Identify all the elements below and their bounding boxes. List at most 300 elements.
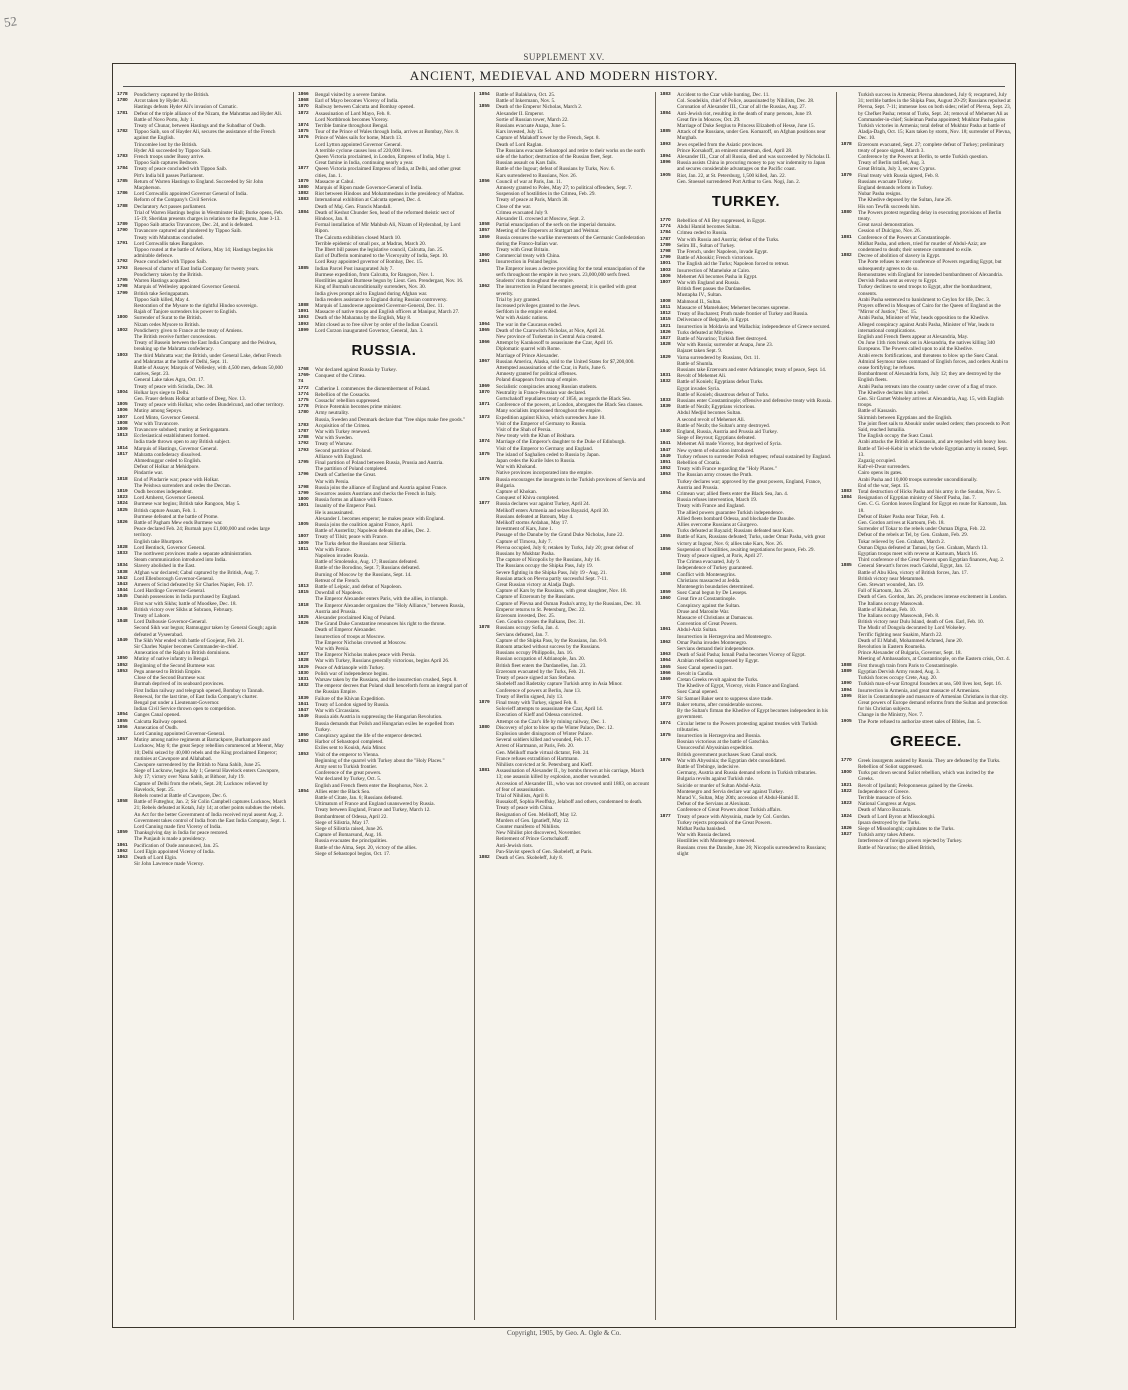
entry-text: Trial of Nihilists, April 8.: [496, 792, 549, 799]
entry-text: Russia joins the alliance of England and Austria against France.: [315, 484, 448, 491]
history-entry: [841, 719, 1011, 725]
entry-text: Russians evacuate Turkey.: [858, 178, 913, 185]
entry-text: He is assassinated.: [315, 509, 354, 516]
entry-year: 1788: [117, 203, 128, 209]
entry-text: Druse and Maronite War.: [677, 608, 730, 615]
entry-text: The Grand Duke Constantine renounces his right to the throne.: [315, 621, 446, 628]
entry-text: Earl of Dufferin nominated to the Viceroyalty of India, Sept. 10.: [315, 253, 449, 260]
entry-text: Cawnpore surrendered by the British to Nana Sahib, June 25.: [134, 761, 262, 768]
entry-text: British fleet enters the Dardanelles, Jan. 23.: [496, 662, 587, 669]
entry-text: Capture of Khokan.: [496, 489, 538, 495]
entry-text: Ultimatum of France and England unanswered by Russia.: [315, 801, 435, 808]
entry-text: Admiral Seymour takes command of English forces, and orders Arabi to cease fortifying; he refuses.: [858, 358, 1009, 371]
entry-year: 1855: [117, 718, 128, 724]
entry-text: Crimea evacuated July 9.: [496, 209, 549, 216]
entry-year: 1885: [660, 129, 671, 135]
entry-text: Army neutrality.: [315, 410, 350, 417]
title-rule: [123, 86, 1005, 87]
entry-text: Assassination of Alexander II., by bombs thrown at his carriage, March 13; one assassin killed by explosion, another wounded.: [496, 768, 645, 781]
entry-text: Council of war at Paris, Jan. 11.: [496, 178, 563, 185]
entry-year: [117, 365, 134, 377]
entry-text: Lord Curzon inaugurated Governor, General, Jan. 3.: [315, 327, 424, 334]
entry-text: Retirement of Prince Gortschakoff.: [496, 836, 570, 843]
entry-text: Lord Lytton appointed Governor General.: [315, 141, 402, 148]
entry-year: 1858: [479, 222, 490, 228]
entry-text: Capture of Erzeroum by the Russians.: [496, 594, 575, 601]
entry-text: Treaty of Tilsit; peace with France.: [315, 534, 388, 541]
entry-year: 1809: [298, 540, 309, 546]
entry-text: War with Persia.: [315, 478, 350, 485]
entry-text: Russians take Erzeroum and enter Adrianople; treaty of peace, Sept. 14.: [677, 366, 827, 373]
entry-year: 1866: [660, 670, 671, 676]
entry-text: On June 11th riots break out in Alexandria, the natives killing 340 Europeans. The Powers called upon to aid the Khedive.: [858, 340, 995, 353]
entry-year: 1850: [298, 732, 309, 738]
history-entry: [479, 284, 651, 296]
entry-year: 1821: [841, 782, 852, 788]
entry-year: 1799: [117, 290, 128, 296]
entry-text: Treaty of peace with Abyssinia, made by Col. Gordon.: [677, 813, 791, 820]
entry-year: 1786: [117, 191, 128, 197]
entry-text: Capture of Kars by the Russians, with great slaughter, Nov. 18.: [496, 588, 627, 595]
entry-text: Russians defeated at Batoum, May 4.: [496, 513, 574, 520]
entry-text: Death of Catherine the Great.: [315, 472, 377, 479]
entry-text: Russia encourages the insurgents in the Turkish provinces of Servia and Bulgaria.: [496, 476, 646, 489]
entry-text: Riot in Constantinople and massacre of Armenian Christians in that city. Great powers of Europe demand reforms from the Sultan and protection for his Christian subjects.: [858, 693, 1009, 713]
entry-text: Lord Reay appointed governor of Bombay, Dec. 15.: [315, 259, 423, 266]
entry-text: Turkey declares war; approved by the great powers, England, France, Austria and Prussia.: [677, 478, 822, 491]
entry-year: [298, 721, 315, 733]
entry-text: Russian occupation of Adrianople, Jan. 20.: [496, 656, 586, 663]
entry-year: 1824: [841, 813, 852, 819]
entry-text: Japan cedes the Kurile Isles to Russia.: [496, 457, 576, 464]
entry-text: Arabi Pasha and 10,000 troops surrender unconditionally.: [858, 476, 978, 483]
entry-year: 1859: [660, 590, 671, 596]
entry-text: The Crimea evacuated, July 9.: [677, 559, 741, 566]
entry-text: Revolt of Ipsilanti; Peloponnesus gained by the Greeks.: [858, 782, 974, 789]
entry-text: Battle of Assaye; Marquis of Wellesley, with 4,500 men, defeats 50,000 natives, Sept. 23.: [134, 364, 283, 378]
entry-text: Marquis of Ripon made Governor-General of India.: [315, 185, 423, 192]
entry-text: Battle of Tel-el-Kebir in which the whole Egyptian army is routed, Sept. 13.: [858, 445, 1009, 458]
entry-text: Russia, Sweden and Denmark declare that "free ships make free goods.": [315, 416, 466, 423]
entry-year: 1795: [117, 278, 128, 284]
entry-text: Tippoo Saib, son of Hayder Ali, secures the assistance of the French against the English.: [134, 129, 276, 142]
entry-text: Rebels routed at Battle of Cawnpore, Dec. 6.: [134, 792, 228, 799]
entry-text: Russians occupy Sofia, Jan. 4.: [496, 625, 559, 632]
entry-text: Arabi Pasha sentenced to banishment to Ceylon for life, Dec. 3.: [858, 296, 991, 303]
entry-text: Battle of Kirbekan, Feb. 10.: [858, 606, 917, 613]
entry-year: 1858: [660, 571, 671, 577]
entry-text: Treaty with France regarding the "Holy Places.": [677, 466, 777, 473]
history-entry: [479, 768, 651, 780]
handwritten-page-number: 52: [2, 13, 18, 30]
entry-text: Turkish forces occupy Crete, Aug. 20.: [858, 675, 938, 682]
entry-text: War declared against Russia by Turkey.: [315, 366, 397, 373]
entry-text: Explosion under diningroom of Winter Palace.: [496, 730, 593, 737]
entry-text: Ipsara destroyed by the Turks.: [858, 819, 921, 826]
entry-text: Allies enter the Black Sea.: [315, 788, 371, 795]
entry-text: Terrific fighting near Suakim, March 22.: [858, 631, 943, 638]
entry-year: 1843: [117, 582, 128, 588]
entry-year: 1876: [660, 757, 671, 763]
entry-text: Dervish Pasha sent as envoy to Egypt.: [858, 278, 938, 285]
entry-text: International exhibition at Calcutta opened, Dec. 4.: [315, 197, 422, 204]
entry-text: Sortie of Russian tower, March 22.: [496, 116, 569, 123]
entry-text: Mahratta confederacy dissolved.: [134, 451, 202, 458]
entry-year: 1807: [117, 414, 128, 420]
entry-text: Death of the Emperor Nicholas, March 2.: [496, 104, 583, 111]
entry-text: Gen. Fraser defeats Holkar at battle of Deeg, Nov. 13.: [134, 395, 246, 402]
section-heading: TURKEY.: [711, 193, 781, 211]
entry-year: 1831: [298, 677, 309, 683]
copyright-notice: Copyright, 1905, by Geo. A. Ogle & Co.: [507, 1329, 621, 1337]
section-heading: RUSSIA.: [351, 341, 417, 359]
entry-text: Beginning of the quarrel with Turkey about the "Holy Places.": [315, 757, 445, 764]
entry-year: [479, 266, 496, 278]
entry-year: 1885: [298, 265, 309, 271]
entry-text: Montenegrin boundaries determined.: [677, 584, 754, 591]
entry-text: Change in the Ministry, Nov. 7.: [858, 712, 924, 719]
entry-year: 1815: [298, 590, 309, 596]
entry-text: The Khedive of Egypt, Viceroy, visits France and England.: [677, 683, 800, 690]
entry-text: Holkar lays siege to Delhi.: [134, 389, 190, 396]
entry-text: Mustapha IV., Sultan.: [677, 292, 723, 299]
entry-year: 1840: [660, 428, 671, 434]
history-entry: [117, 129, 289, 141]
entry-text: Cession of Dulcigno, Nov. 26.: [858, 228, 921, 235]
entry-year: 1830: [298, 670, 309, 676]
entry-year: 1868: [298, 98, 309, 104]
entry-text: British capture Assam, Feb. 1.: [134, 507, 197, 514]
history-entry: [479, 148, 651, 160]
entry-text: Passage of the Danube by the Grand Duke Nicholas, June 22.: [496, 532, 624, 539]
entry-year: 1821: [660, 323, 671, 329]
entry-text: Defeat of the triple alliance of the Nizam, the Mahrattas and Hyder Ali.: [134, 110, 283, 117]
entry-text: Siege of Silistria raised, June 26.: [315, 825, 384, 832]
entry-year: 1877: [660, 813, 671, 819]
entry-year: 1889: [841, 668, 852, 674]
entry-year: 1869: [479, 383, 490, 389]
entry-text: Insurrection in Poland begins.: [496, 259, 559, 266]
entry-text: Turkish army takes Athens.: [858, 832, 915, 839]
entry-year: 1803: [660, 267, 671, 273]
entry-text: The Turks defeat the Russians near Silistria.: [315, 540, 407, 547]
entry-year: 1803: [117, 352, 128, 358]
entry-text: Christians massacred at Jedda.: [677, 577, 741, 584]
history-entry: [117, 861, 289, 867]
entry-text: The Italians occupy Massowah, Feb. 8.: [858, 613, 940, 620]
entry-text: Lord Amherst, Governor General.: [134, 495, 205, 502]
entry-text: Battle of Konieh; Egyptians defeat Turks.: [677, 379, 764, 386]
entry-text: Return of Warren Hastings to England. Succeeded by Sir John Macpherson.: [134, 178, 264, 192]
entry-text: Treaty of Warsaw.: [315, 441, 353, 448]
entry-text: Insurrection in Herzegovina and Montenegro.: [677, 633, 772, 640]
entry-text: Siege of Sebastopol begins, Oct. 17.: [315, 850, 391, 857]
entry-year: 1805: [117, 402, 128, 408]
entry-text: Army sent to Turkish frontier.: [315, 763, 378, 770]
entry-text: The Powers protest regarding delay in executing provisions of Berlin treaty.: [858, 209, 1002, 223]
entry-text: India gives prompt aid to England during Afghan war.: [315, 290, 428, 297]
entry-text: Final partition of Poland between Russia, Prussia and Austria.: [315, 459, 444, 466]
entry-text: British victory near Metammeh.: [858, 575, 925, 582]
entry-text: Severe fighting in the Shipka Pass, July 19 - Aug. 21.: [496, 569, 607, 576]
entry-text: Treaty of peace with China.: [496, 805, 554, 812]
history-entry: [841, 322, 1011, 334]
entry-text: Meeting of the Emperors at Stuttgart and Weimar.: [496, 228, 600, 235]
entry-year: 1885: [841, 563, 852, 569]
entry-text: Treaty of peace signed, at Paris, April 27.: [677, 553, 763, 560]
entry-text: Prince of Wales sails for home, March 13.: [315, 135, 403, 142]
entry-text: Erzeroum evacuated by the Turks, Feb. 21.: [496, 668, 586, 675]
entry-text: Serfdom in the empire ended.: [496, 309, 558, 316]
entry-year: 1787: [298, 428, 309, 434]
entry-text: Many socialists imprisoned throughout the empire.: [496, 408, 602, 415]
entry-year: 1863: [660, 652, 671, 658]
entry-text: New treaty with the Khan of Bokhara.: [496, 433, 576, 440]
entry-text: India renders assistance to England during Russian controversy.: [315, 296, 448, 303]
entry-text: Death of Gen. Gordon, Jan. 26, produces intense excitement in London.: [858, 594, 1008, 601]
entry-text: Earl of Mayo becomes Viceroy of India.: [315, 98, 399, 105]
entry-year: 1846: [117, 606, 128, 612]
entry-text: Tippoo Saib captures Bednore.: [134, 160, 199, 167]
entry-text: Arabi Pasha, Minister of War, heads opposition to the Khedive.: [858, 315, 990, 322]
entry-text: Tippoo routed at the battle of Arikera, May 14; Hastings begins his admirable defence.: [134, 247, 273, 260]
entry-text: Turks defeated at Mitylene.: [677, 329, 735, 336]
entry-year: [117, 210, 134, 222]
entry-text: Final treaty with Turkey, signed Feb. 8.: [496, 699, 578, 706]
entry-text: Accession of Alexander III., who was not crowned until 1883, on account of fear of assassination.: [496, 780, 649, 793]
entry-year: 1884: [660, 110, 671, 116]
entry-text: Treaty of peace with Scindia, Dec. 30.: [134, 383, 214, 390]
entry-text: Burmese expedition, from Calcutta, for Rangoon, Nov. 1.: [315, 271, 435, 278]
entry-year: 1890: [841, 681, 852, 687]
history-entry: [117, 526, 289, 538]
entry-text: Russians enter Constantinople; offensive and defensive treaty with Russia.: [677, 397, 832, 404]
entry-text: Napoleon invades Russia.: [315, 553, 369, 560]
entry-text: Arabi Pasha retreats into the country under cover of a flag of truce.: [858, 383, 997, 390]
entry-year: 1827: [660, 335, 671, 341]
entry-year: [479, 148, 496, 160]
entry-text: Abdul Medjid becomes Sultan.: [677, 410, 742, 417]
entry-year: 1905: [660, 172, 671, 178]
history-entry: [298, 373, 470, 385]
entry-text: Afghan war declared; Cabul captured by the British, Aug. 7.: [134, 569, 260, 576]
history-entry: [117, 353, 289, 365]
entry-text: The Calcutta exhibition closed March 10.: [315, 234, 402, 241]
entry-text: The Emperor Nicholas makes peace with Persia.: [315, 652, 416, 659]
entry-text: Travancore captured and plundered by Tippoo Saib.: [134, 228, 242, 235]
entry-text: Annexation of Oudh.: [134, 724, 178, 731]
entry-text: Tokar relieved by Gen. Graham, March 2.: [858, 538, 946, 545]
entry-text: War with Russia; surrender at Anapa, June 23.: [677, 342, 773, 349]
entry-year: 1844: [117, 588, 128, 594]
entry-text: Marriage of Duke Sergius to Princess Elizabeth of Hesse, June 15.: [677, 123, 815, 130]
entry-text: Insanity of the Emperor Paul.: [315, 503, 377, 510]
entry-text: Massacre of Mamelukes; Mehemet becomes supreme.: [677, 304, 790, 311]
entry-year: 1888: [841, 662, 852, 668]
entry-text: Arabian rebellion suppressed by Egypt.: [677, 658, 759, 665]
entry-text: The Khedive deposed by the Sultan, June 26.: [858, 197, 952, 204]
entry-text: Gen. Stoessel surrendered Port Arthur to Gen. Nogi, Jan. 2.: [677, 178, 801, 185]
entry-text: Attempt on the Czar's life by mining railway, Dec. 1.: [496, 718, 606, 725]
entry-text: Kars surrendered to Russians, Nov. 26.: [496, 172, 577, 179]
entry-year: 1784: [117, 166, 128, 172]
entry-year: 1853: [117, 668, 128, 674]
entry-year: 1861: [117, 842, 128, 848]
entry-year: 1883: [660, 92, 671, 97]
history-entry: [660, 845, 832, 857]
entry-text: Insurrection in Armenia, and great massacre of Armenians.: [858, 687, 981, 694]
entry-text: The Sikh War ended with battle of Goojerat, Feb. 21.: [134, 637, 245, 644]
entry-year: 1791: [117, 240, 128, 246]
entry-year: 1798: [298, 484, 309, 490]
entry-text: Gen. Sir Garnet Wolseley arrives at Alexandria, Aug. 15, with English troops.: [858, 395, 1004, 409]
entry-text: Exiles sent to Kouish, Asia Minor.: [315, 745, 387, 752]
entry-text: War declared by Turkey, Oct. 5.: [315, 776, 382, 783]
entry-text: Hostilities against Burmese begun by Lieut. Gen. Prendergast, Nov. 16.: [315, 278, 464, 285]
entry-text: War with Turkey, Russians generally victorious, begins April 26.: [315, 658, 450, 665]
entry-text: Assassination of Lord Mayo, Feb. 8.: [315, 110, 391, 117]
entry-text: Battle of Austerlitz; Napoleon defeats the allies, Dec. 2.: [315, 528, 431, 535]
history-entry: [117, 625, 289, 637]
entry-text: Lord Bentinck, Governor General.: [134, 544, 206, 551]
entry-year: 1877: [298, 166, 309, 172]
entry-text: Warren Hastings acquitted.: [134, 278, 191, 285]
entry-text: Rebellion of Soliot suppressed.: [858, 763, 923, 770]
entry-text: Death of Gen. Skobeleff, July 8.: [496, 854, 564, 861]
entry-text: Close of the war.: [496, 203, 532, 210]
entry-year: 1851: [660, 459, 671, 465]
entry-text: End of the war, Sept. 15.: [858, 482, 910, 489]
entry-year: 1795: [298, 459, 309, 465]
entry-text: Russian America, Alaska, sold to the United States for $7,200,000.: [496, 358, 635, 365]
entry-year: 1787: [660, 236, 671, 242]
entry-year: 1770: [660, 218, 671, 224]
history-entry: [298, 210, 470, 222]
entry-text: Conference of Great Powers about Turkish affairs.: [677, 807, 782, 814]
entry-text: Convention of Great Powers.: [677, 621, 738, 628]
history-entry: [841, 694, 1011, 713]
entry-text: War with Circassians.: [315, 708, 361, 715]
entry-text: Lord Canning made first Viceroy of India.: [134, 823, 222, 830]
entry-text: Cairo opens its gates.: [858, 470, 903, 477]
entry-year: 1859: [117, 830, 128, 836]
entry-text: Turkey refuses to surrender Polish refugees; refusal sustained by England.: [677, 453, 831, 460]
entry-year: 1839: [298, 695, 309, 701]
entry-text: Treaty between England, France and Turkey, March 12.: [315, 807, 431, 814]
entry-text: Treaty of peace concluded with Tippoo Saib.: [134, 166, 228, 173]
entry-text: Independence of Greece.: [858, 788, 910, 795]
entry-text: Revolution in Eastern Roumelia.: [858, 644, 927, 651]
entry-text: The Emperor Nicholas crowned at Moscow.: [315, 639, 407, 646]
entry-year: [660, 179, 677, 185]
entry-text: The capture of Nicopolis by the Russians, July 16.: [496, 557, 601, 564]
entry-text: Conquest of the Crimea.: [315, 373, 366, 380]
entry-year: 1826: [117, 520, 128, 526]
entry-text: The Punjaub is made a presidency.: [134, 836, 206, 843]
entry-year: 1833: [660, 397, 671, 403]
entry-year: 1882: [841, 253, 852, 259]
entry-text: Increased privileges granted to the Jews.: [496, 302, 581, 309]
entry-text: Conspiracy against the Sultan.: [677, 602, 741, 609]
entry-text: Insurrection in Moldavia and Wallachia; independence of Greece secured.: [677, 323, 831, 330]
entry-year: [117, 247, 134, 259]
entry-text: Allies overcome Russians at Giurgevo.: [677, 522, 759, 528]
entry-year: 1861: [660, 627, 671, 633]
entry-text: Great naval demonstration.: [858, 222, 915, 229]
entry-text: Siege of Missolonghi; capitulates to the Turks.: [858, 825, 955, 832]
entry-text: By the Sultan's firman the Khedive of Egypt becomes independent in his government.: [677, 708, 828, 721]
entry-year: 1875: [479, 451, 490, 457]
entry-text: Russakoff, Sophia Pieoffsky, Jelaboff and others, condemned to death.: [496, 799, 643, 806]
entry-text: Close of the Second Burmese war.: [134, 675, 206, 682]
entry-year: 1883: [841, 489, 852, 494]
entry-year: 1789: [660, 242, 671, 248]
entry-text: Marquis of Wellesley appointed Governor General.: [134, 284, 241, 291]
entry-text: Prince Potemkin becomes prime minister.: [315, 404, 402, 411]
entry-year: 1828: [660, 342, 671, 348]
entry-year: 1826: [841, 825, 852, 831]
entry-text: England, Russia, Austria and Prussia aid Turkey.: [677, 428, 778, 435]
entry-year: 1789: [117, 222, 128, 228]
entry-text: Murders of Gen. Ignatieff, May 12.: [496, 817, 570, 824]
entry-text: Bengal visited by a severe famine.: [315, 92, 387, 98]
entry-year: 1806: [117, 408, 128, 414]
entry-year: [841, 322, 858, 334]
entry-year: 1864: [660, 658, 671, 664]
entry-text: Conference of the great powers.: [315, 770, 382, 777]
entry-year: 1818: [117, 476, 128, 482]
entry-year: 1806: [660, 273, 671, 279]
entry-year: [660, 708, 677, 720]
entry-text: Arcot taken by Hyder Ali.: [134, 98, 189, 105]
entry-text: Attack of the Russians, under Gen. Komaroff, on Afghan positions near Murghab.: [677, 129, 826, 142]
entry-year: 1807: [660, 280, 671, 286]
entry-year: 1774: [298, 391, 309, 397]
entry-year: 1853: [298, 751, 309, 757]
entry-text: Massacre at Cabul.: [315, 178, 355, 185]
entry-year: 1818: [298, 602, 309, 608]
entry-text: Defeat of Holkar at Mehidpore.: [134, 464, 200, 471]
entry-text: Treaty of Bassein between the East India Company and the Peishwa, breaking up the Mahratta confederacy.: [134, 340, 277, 353]
entry-text: Terrible epidemic of small pox, at Madras, March 20.: [315, 240, 426, 247]
entry-year: [841, 501, 858, 513]
entry-text: Retreat of the French.: [315, 577, 361, 584]
entry-text: Mahmoud II., Sultan.: [677, 298, 722, 305]
entry-year: 1882: [298, 191, 309, 197]
entry-year: 1822: [841, 788, 852, 794]
entry-text: British government purchases Suez Canal stock.: [677, 751, 778, 758]
entry-year: [298, 851, 315, 857]
entry-text: Russians evacuate Anapa, June 5.: [496, 123, 566, 130]
entry-year: 1849: [117, 637, 128, 643]
entry-text: The Emperor issues a decree providing for the total emancipation of the serfs throughout the empire in two years. 23,000,000 serfs freed.: [496, 265, 646, 278]
entry-text: Death of Emperor Alexander.: [315, 627, 377, 634]
entry-text: Pindarrie war.: [134, 470, 164, 477]
entry-year: [117, 861, 134, 867]
entry-text: Melikoff enters Armenia and seizes Bayazid, April 30.: [496, 507, 609, 514]
entry-year: [841, 241, 858, 253]
entry-text: France refuses extradition of Hartmann.: [496, 755, 579, 762]
entry-text: Trial of Warren Hastings begins in Westminster Hall; Burke opens, Feb. 15-19; Sheridan presents charges in relation to the Begums, June 3-13.: [134, 209, 284, 223]
entry-text: Tour of the Prince of Wales through India, arrives at Bombay, Nov. 8.: [315, 129, 460, 136]
section-heading: GREECE.: [890, 732, 962, 750]
entry-text: The insurrection in Poland becomes general; it is quelled with great severity.: [496, 284, 637, 297]
history-entry: [117, 179, 289, 191]
entry-year: 1801: [298, 503, 309, 509]
entry-text: British victory near Dulu Island, death of Gen. Earl, Feb. 10.: [858, 619, 985, 626]
entry-text: Peace concluded with Tippoo Saib.: [134, 259, 208, 266]
entry-text: Abdul-Aziz Sultan.: [677, 627, 718, 634]
